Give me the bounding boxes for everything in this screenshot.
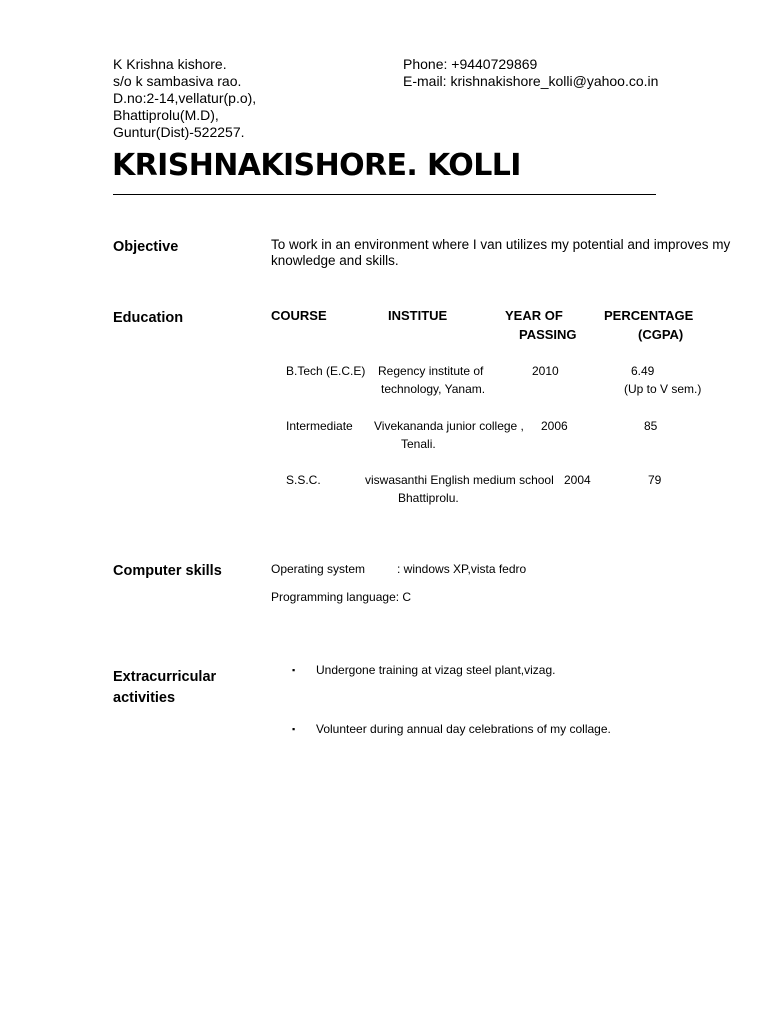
contact-name-line: K Krishna kishore. xyxy=(113,56,227,72)
col-year-line1: YEAR OF xyxy=(505,308,563,323)
row2-inst-line2: Tenali. xyxy=(401,437,436,451)
row1-pct-note: (Up to V sem.) xyxy=(624,382,702,396)
row2-pct: 85 xyxy=(644,419,658,433)
extracurricular-item: Volunteer during annual day celebrations of my collage. xyxy=(316,722,611,736)
extracurricular-heading-line2: activities xyxy=(113,690,176,706)
col-year-line2: PASSING xyxy=(519,327,577,342)
extracurricular-heading-line1: Extracurricular xyxy=(113,669,217,685)
col-pct-line1: PERCENTAGE xyxy=(604,308,694,323)
os-label: Operating system xyxy=(271,562,366,576)
row1-inst-line2: technology, Yanam. xyxy=(381,382,486,396)
objective-heading: Objective xyxy=(113,239,179,255)
row1-course: B.Tech (E.C.E) xyxy=(286,364,366,378)
objective-text: To work in an environment where I van utilizes my potential and improves my knowledge and skills. xyxy=(271,237,731,268)
row1-year: 2010 xyxy=(532,364,559,378)
contact-district-line: Guntur(Dist)-522257. xyxy=(113,124,245,140)
bullet-icon: ▪ xyxy=(292,724,296,734)
row3-course: S.S.C. xyxy=(286,473,321,487)
computer-skills-heading: Computer skills xyxy=(113,563,222,579)
col-pct-line2: (CGPA) xyxy=(638,327,684,342)
contact-mandal-line: Bhattiprolu(M.D), xyxy=(113,107,219,123)
title-divider xyxy=(113,194,656,195)
row3-inst-line1: viswasanthi English medium school xyxy=(365,473,554,487)
programming-language: Programming language: C xyxy=(271,590,412,604)
row2-course: Intermediate xyxy=(286,419,353,433)
contact-email: E-mail: krishnakishore_kolli@yahoo.co.in xyxy=(403,73,659,89)
row2-year: 2006 xyxy=(541,419,568,433)
contact-phone: Phone: +9440729869 xyxy=(403,56,538,72)
os-value: : windows XP,vista fedro xyxy=(397,562,527,576)
row1-pct: 6.49 xyxy=(631,364,655,378)
page-title: KRISHNAKISHORE. KOLLI xyxy=(112,148,521,183)
education-heading: Education xyxy=(113,310,184,326)
row2-inst-line1: Vivekananda junior college , xyxy=(374,419,524,433)
col-institute: INSTITUE xyxy=(388,308,448,323)
row1-inst-line1: Regency institute of xyxy=(378,364,484,378)
row3-year: 2004 xyxy=(564,473,591,487)
contact-parent-line: s/o k sambasiva rao. xyxy=(113,73,242,89)
bullet-icon: ▪ xyxy=(292,665,296,675)
row3-pct: 79 xyxy=(648,473,662,487)
row3-inst-line2: Bhattiprolu. xyxy=(398,491,459,505)
col-course: COURSE xyxy=(271,308,327,323)
extracurricular-item: Undergone training at vizag steel plant,vizag. xyxy=(316,663,556,677)
contact-address-line: D.no:2-14,vellatur(p.o), xyxy=(113,90,257,106)
